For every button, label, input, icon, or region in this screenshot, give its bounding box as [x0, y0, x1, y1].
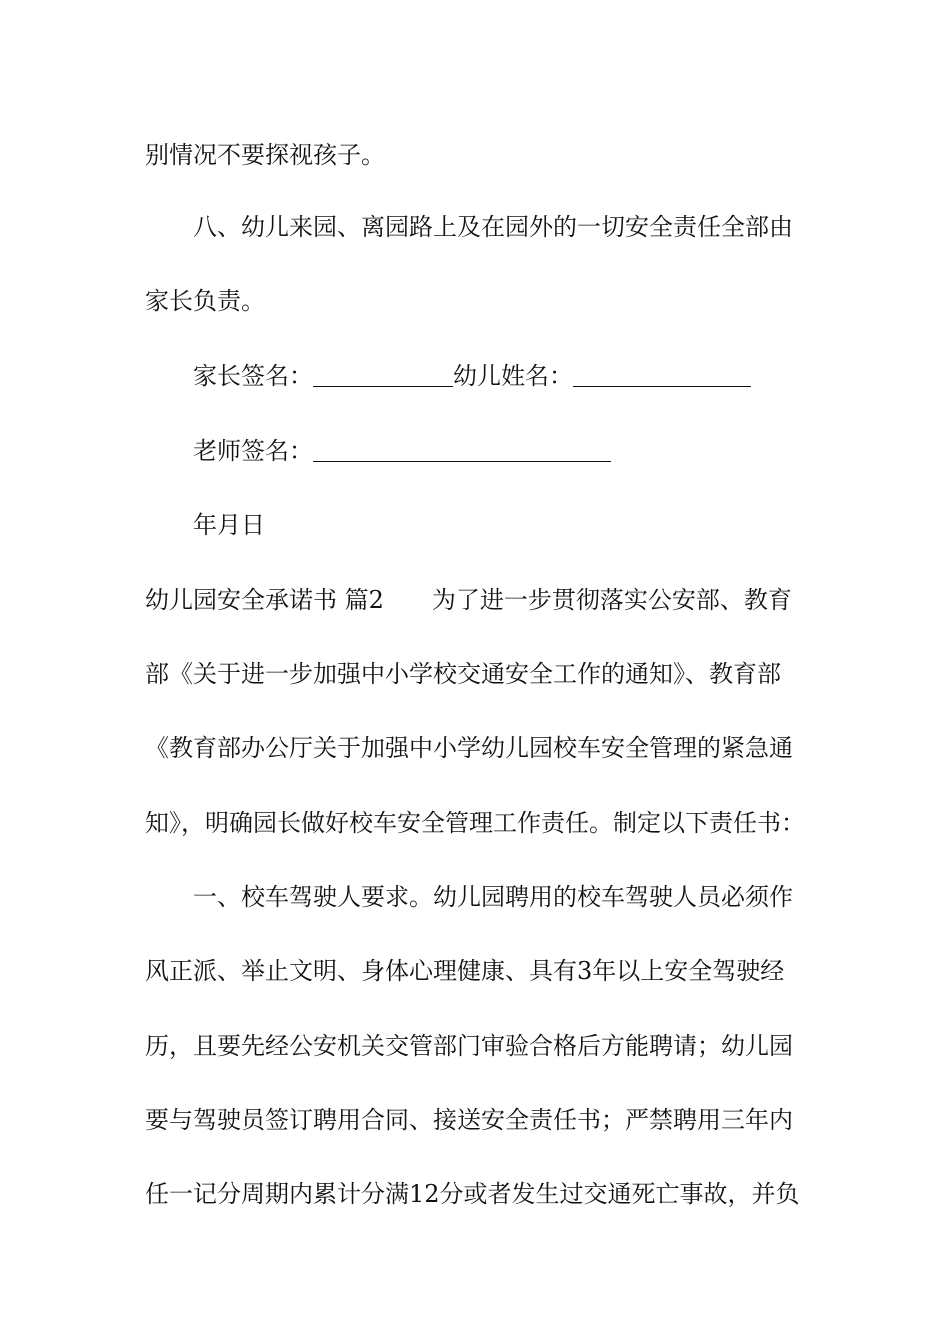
- paragraph-line: 部《关于进一步加强中小学校交通安全工作的通知》、教育部: [145, 660, 781, 688]
- date-line: 年月日: [193, 511, 265, 539]
- paragraph-line: 任一记分周期内累计分满12分或者发生过交通死亡事故，并负: [145, 1180, 800, 1208]
- paragraph-line: 一、校车驾驶人要求。幼儿园聘用的校车驾驶人员必须作: [193, 883, 793, 911]
- paragraph-line: 要与驾驶员签订聘用合同、接送安全责任书；严禁聘用三年内: [145, 1106, 793, 1134]
- paragraph-text: 为了进一步贯彻落实公安部、教育: [431, 586, 792, 614]
- signature-row-teacher: [193, 437, 863, 465]
- child-name-label: 幼儿姓名：: [453, 362, 573, 390]
- section-heading-line: [145, 586, 815, 614]
- teacher-signature-label: 老师签名：: [193, 437, 313, 465]
- paragraph-line: 历，且要先经公安机关交管部门审验合格后方能聘请；幼儿园: [145, 1032, 793, 1060]
- parent-signature-blank: [313, 364, 453, 387]
- paragraph-line: 知》，明确园长做好校车安全管理工作责任。制定以下责任书：: [145, 809, 805, 837]
- paragraph-line: 《教育部办公厅关于加强中小学幼儿园校车安全管理的紧急通: [145, 734, 793, 762]
- teacher-signature-blank: [313, 439, 611, 462]
- signature-row-parent-child: [193, 362, 863, 390]
- child-name-blank: [573, 364, 751, 387]
- paragraph-line: 风正派、举止文明、身体心理健康、具有3年以上安全驾驶经: [145, 957, 785, 985]
- section-title: 幼儿园安全承诺书 篇2: [145, 586, 384, 614]
- paragraph-line: 八、幼儿来园、离园路上及在园外的一切安全责任全部由: [193, 213, 793, 241]
- paragraph-line: 别情况不要探视孩子。: [145, 141, 385, 169]
- paragraph-line: 家长负责。: [145, 287, 265, 315]
- parent-signature-label: 家长签名：: [193, 362, 313, 390]
